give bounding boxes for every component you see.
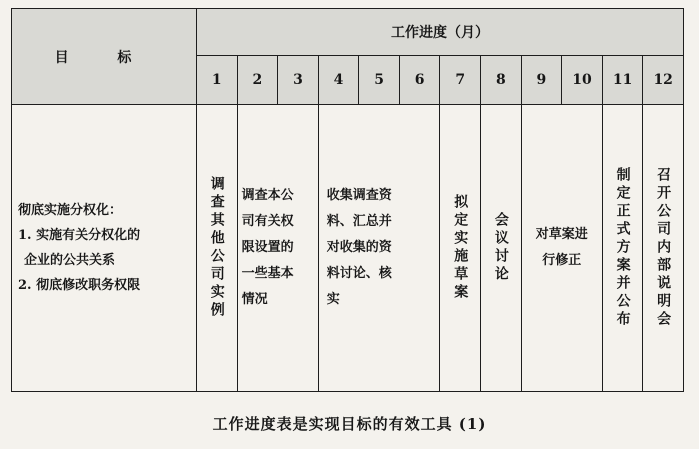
task-month-9-10 <box>521 105 602 392</box>
month-header-2: 2 <box>237 56 278 105</box>
task-line: 对草案进 <box>535 227 588 242</box>
goal-title: 彻底实施分权化： <box>18 203 123 218</box>
task-text: 拟定实施草案 <box>452 194 469 302</box>
month-header-9: 9 <box>521 56 562 105</box>
task-text: 调查其他公司实例 <box>208 176 225 320</box>
task-line: 限设置的 <box>241 240 294 255</box>
goal-column-header: 目 标 <box>12 9 197 105</box>
task-month-1 <box>197 105 238 392</box>
month-header-4: 4 <box>318 56 359 105</box>
table-caption: 工作进度表是实现目标的有效工具 (1) <box>212 415 487 433</box>
month-header-3: 3 <box>278 56 319 105</box>
task-month-8 <box>481 105 522 392</box>
task-line: 料、汇总并 <box>326 214 392 229</box>
month-header-7: 7 <box>440 56 481 105</box>
goal-item: 2. 彻底修改职务权限 <box>18 278 141 293</box>
goal-item: 企业的公共关系 <box>24 253 116 268</box>
progress-header: 工作进度（月） <box>197 9 684 56</box>
task-line: 收集调查资 <box>326 188 392 203</box>
month-header-5: 5 <box>359 56 400 105</box>
task-line: 一些基本 <box>241 266 294 281</box>
task-month-7 <box>440 105 481 392</box>
work-schedule-table <box>11 8 684 392</box>
month-header-11: 11 <box>602 56 643 105</box>
task-line: 情况 <box>241 292 268 307</box>
task-month-2-3 <box>237 105 318 392</box>
task-line: 对收集的资 <box>326 240 392 255</box>
task-month-11 <box>602 105 643 392</box>
month-header-12: 12 <box>643 56 684 105</box>
month-header-1: 1 <box>197 56 238 105</box>
task-text: 召开公司内部说明会 <box>655 167 672 329</box>
goal-cell <box>12 105 197 392</box>
task-line: 料讨论、核 <box>326 266 392 281</box>
task-line: 行修正 <box>542 253 582 268</box>
task-text: 制定正式方案并公布 <box>614 167 631 329</box>
task-month-4-6 <box>318 105 440 392</box>
month-header-8: 8 <box>481 56 522 105</box>
task-line: 司有关权 <box>241 214 294 229</box>
task-line: 实 <box>326 292 340 307</box>
month-header-10: 10 <box>562 56 603 105</box>
goal-item: 1. 实施有关分权化的 <box>18 228 141 243</box>
month-header-6: 6 <box>399 56 440 105</box>
task-text: 会议讨论 <box>492 212 509 284</box>
task-line: 调查本公 <box>241 188 294 203</box>
task-month-12 <box>643 105 684 392</box>
